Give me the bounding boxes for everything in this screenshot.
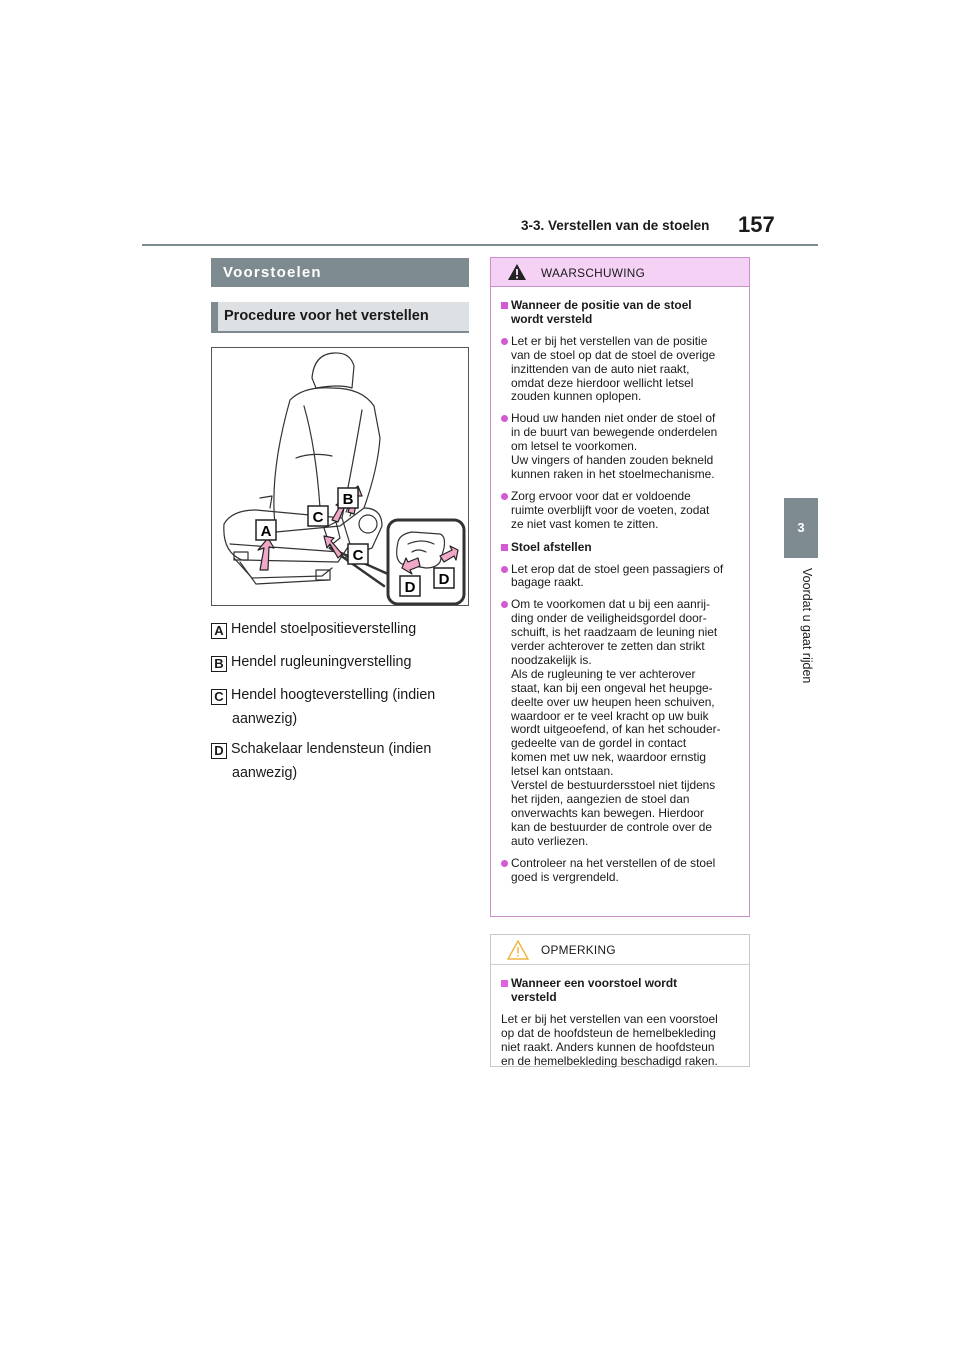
section-heading: Voorstoelen xyxy=(211,258,469,287)
chapter-title: Voordat u gaat rijden xyxy=(800,568,814,684)
legend-item-b: B Hendel rugleuningverstelling xyxy=(211,650,471,674)
page-number: 157 xyxy=(738,212,775,237)
warning-section-adjust: Stoel afstellen xyxy=(501,541,733,555)
callout-c-lower: C xyxy=(352,547,364,564)
legend-key-b: B xyxy=(211,656,227,672)
chapter-tab[interactable]: 3 xyxy=(784,498,818,558)
legend-item-a: A Hendel stoelpositieverstelling xyxy=(211,617,471,641)
header-rule xyxy=(142,244,818,246)
warning-section-position: Wanneer de positie van de stoel wordt versteld xyxy=(501,299,733,327)
subsection-heading: Procedure voor het verstellen xyxy=(211,302,469,333)
note-paragraph: Let er bij het verstellen van een voorstoel op dat de hoofdsteun de hemelbekleding niet raakt. Anders kunnen de hoofdsteun en de hemelbekleding beschadigd raken. xyxy=(501,1011,718,1068)
seat-drawing xyxy=(212,348,468,605)
seat-illustration xyxy=(211,347,469,606)
legend-key-d: D xyxy=(211,743,227,759)
warning-title: WAARSCHUWING xyxy=(541,266,646,280)
note-title: OPMERKING xyxy=(541,943,616,957)
warning-bullet: Let er bij het verstellen van de positie van de stoel op dat de stoel de overige inzittenden van de auto niet raakt, omdat deze hierdoor wellicht letsel zouden kunnen oplopen. xyxy=(501,335,733,405)
callout-b: B xyxy=(342,491,354,508)
warning-bullet: Zorg ervoor voor dat er voldoende ruimte overblijft voor de voeten, zodat ze niet vast komen te zitten. xyxy=(501,490,733,532)
note-header xyxy=(491,935,749,965)
caution-outline-icon xyxy=(507,940,529,960)
warning-panel xyxy=(490,257,750,917)
legend-item-d: D Schakelaar lendensteun (indien aanwezig) xyxy=(211,737,471,785)
legend-key-a: A xyxy=(211,623,227,639)
legend-item-c: C Hendel hoogteverstelling (indien aanwezig) xyxy=(211,683,471,731)
callout-d-left: D xyxy=(404,579,416,596)
legend-key-c: C xyxy=(211,689,227,705)
warning-bullet: Om te voorkomen dat u bij een aanrij- ding onder de veiligheidsgordel door- schuift, is het raadzaam de leuning niet verder achterover te zetten dan strikt noodzakelijk is. Als de rugleuning te ver achterover staat, kan bij een ongeval het heupge- deelte over uw heupen heen schuiven, waardoor er te veel kracht op uw buik wordt uitgeoefend, of kan het schouder- gedeelte van de gordel in contact komen met uw nek, waardoor ernstig letsel kan ontstaan. Verstel de bestuurdersstoel niet tijdens het rijden, aangezien de stoel dan onverwachts kan bewegen. Hierdoor kan de bestuurder de controle over de auto verliezen. xyxy=(501,598,733,848)
warning-triangle-icon xyxy=(507,263,527,281)
warning-bullet: Controleer na het verstellen of de stoel goed is vergrendeld. xyxy=(501,857,733,885)
section-title: 3-3. Verstellen van de stoelen xyxy=(521,218,710,233)
warning-bullet: Houd uw handen niet onder de stoel of in de buurt van bewegende onderdelen om letsel te voorkomen. Uw vingers of handen zouden bekneld kunnen raken in het stoelmechanisme. xyxy=(501,412,733,482)
callout-d-right: D xyxy=(438,571,450,588)
note-section: Wanneer een voorstoel wordt versteld xyxy=(501,977,733,1005)
note-panel xyxy=(490,934,750,1067)
callout-a: A xyxy=(260,523,272,540)
warning-bullet: Let erop dat de stoel geen passagiers of bagage raakt. xyxy=(501,563,733,591)
warning-header xyxy=(491,258,749,287)
callout-c-upper: C xyxy=(312,509,324,526)
